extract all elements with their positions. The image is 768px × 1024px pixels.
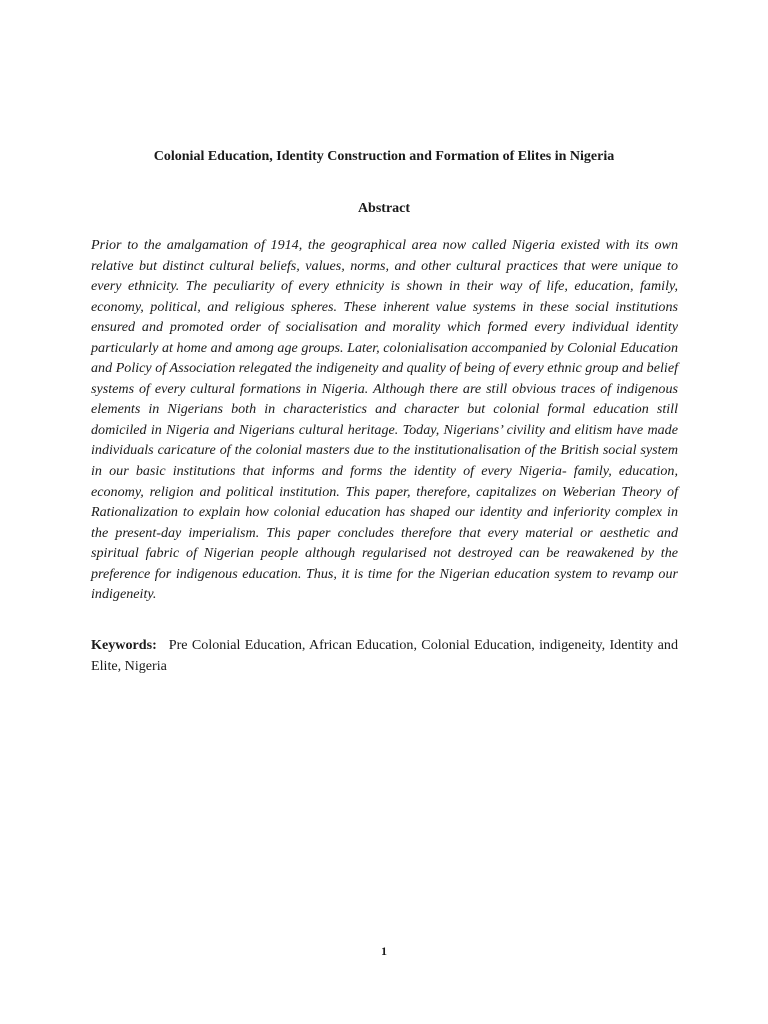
keywords-label: Keywords:	[91, 637, 157, 653]
keywords-text: Pre Colonial Education, African Education, Colonial Education, indigeneity, Identity and Elite, Nigeria	[91, 637, 678, 674]
paper-title: Colonial Education, Identity Construction and Formation of Elites in Nigeria	[153, 149, 615, 164]
abstract-heading: Abstract	[357, 201, 411, 216]
keywords-paragraph	[91, 635, 678, 677]
abstract-body: Prior to the amalgamation of 1914, the geographical area now called Nigeria existed with its own relative but distinct cultural beliefs, values, norms, and other cultural practices that were unique to every ethnicity. The peculiarity of every ethnicity is shown in their way of life, education, family, economy, political, and religious spheres. These inherent value systems in these social institutions ensured and promoted order of socialisation and morality which formed every individual identity particularly at home and among age groups. Later, colonialisation accompanied by Colonial Education and Policy of Association relegated the indigeneity and quality of being of every ethnic group and belief systems of every cultural formations in Nigeria. Although there are still obvious traces of indigenous elements in Nigerians both in characteristics and character but colonial formal education still domiciled in Nigeria and Nigerians cultural heritage. Today, Nigerians’ civility and elitism have made individuals caricature of the colonial masters due to the institutionalisation of the British social system in our basic institutions that informs and forms the identity of every Nigeria- family, education, economy, religion and political institution. This paper, therefore, capitalizes on Weberian Theory of Rationalization to explain how colonial education has shaped our identity and inferiority complex in the present-day imperialism. This paper concludes therefore that every material or aesthetic and spiritual fabric of Nigerian people although regularised not destroyed can be reawakened by the preference for indigenous education. Thus, it is time for the Nigerian education system to revamp our indigeneity.	[91, 237, 678, 603]
page-number: 1	[381, 944, 387, 958]
